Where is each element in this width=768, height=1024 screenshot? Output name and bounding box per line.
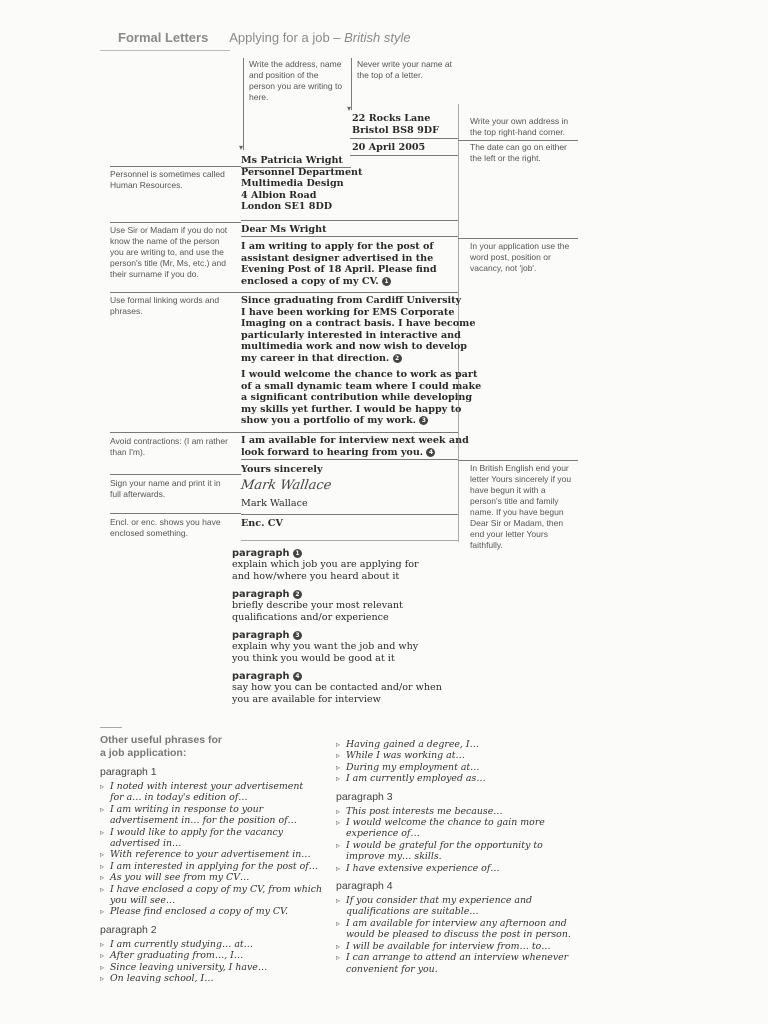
letter-line: Since graduating from Cardiff University [241, 295, 462, 306]
letter-line-text: enclosed a copy of my CV. [241, 275, 379, 287]
phrases-title-line: a job application: [100, 746, 187, 759]
rule-date [350, 155, 458, 156]
recipient-line: Ms Patricia Wright [241, 155, 343, 166]
callout-enclosed: Encl. or enc. shows you have enclosed something. [110, 517, 221, 538]
phrase-line: ▹ I have enclosed a copy of my CV, from which [110, 883, 323, 895]
rule-name [241, 514, 458, 515]
phrase-line: ▹ If you consider that my experience and [346, 895, 533, 907]
arrow-line-sender [351, 58, 352, 110]
guide-text: you are available for interview [232, 693, 381, 705]
sender-address-line: 22 Rocks Lane [352, 113, 431, 124]
callout-sir-madam: Use Sir or Madam if you do not know the name of the person you are writing to, and use the person's title (Mr, Ms, etc.) and their surname if you do. [110, 225, 228, 279]
rule-recipient [241, 220, 458, 221]
rule-linking [110, 292, 241, 293]
list-item [100, 827, 340, 850]
guide-item [232, 589, 472, 623]
phrase-line: convenient for you. [346, 963, 438, 975]
rule-contractions [110, 432, 241, 433]
guide-text: qualifications and/or experience [232, 611, 389, 623]
phrase-line: ▹ After graduating from…, I… [110, 950, 244, 962]
callout-own-address: Write your own address in the top right-hand corner. [470, 116, 569, 137]
page-subtitle: British style [344, 30, 411, 45]
rule-personnel [110, 166, 241, 167]
list-item [100, 872, 340, 883]
guide-text: briefly describe your most relevant [232, 600, 403, 611]
recipient-line: 4 Albion Road [241, 189, 317, 201]
callout-never-name: Never write your name at the top of a letter. [357, 59, 452, 80]
list-item [336, 762, 576, 773]
list-item [336, 806, 576, 817]
guide-heading [232, 671, 472, 682]
phrases-heading-p4: paragraph 4 [336, 880, 393, 893]
phrases-list-p3 [336, 806, 576, 874]
guide-heading [232, 589, 472, 600]
letter-paragraph-3 [241, 369, 481, 427]
phrase-line: ▹ With reference to your advertisement in… [110, 849, 311, 861]
list-item [336, 739, 576, 750]
list-item [336, 918, 576, 941]
phrase-line: advertised in… [110, 838, 182, 850]
list-item [100, 804, 340, 827]
phrase-line: ▹ I will be available for interview from… to… [346, 940, 551, 952]
paragraph-number-badge: 3 [419, 416, 428, 425]
list-item [336, 895, 576, 918]
letter-paragraph-2 [241, 295, 475, 365]
phrase-line: ▹ I am writing in response to your [110, 803, 264, 815]
rule-p4 [241, 459, 458, 460]
sender-address-line: Bristol BS8 9DF [352, 124, 439, 136]
list-item [336, 817, 576, 840]
arrow-line-recipient [243, 58, 244, 150]
paragraph-number-badge: 1 [293, 549, 302, 558]
guide-label: paragraph [232, 671, 290, 682]
letter-line: particularly interested in interactive and [241, 329, 461, 341]
list-item [336, 840, 576, 863]
rule-post-note [458, 238, 578, 239]
letter-line: I have been working for EMS Corporate [241, 306, 455, 318]
list-item [336, 863, 576, 874]
guide-item [232, 630, 472, 664]
letter-paragraph-1 [241, 241, 437, 287]
list-item [100, 861, 340, 872]
phrase-line: ▹ Please find enclosed a copy of my CV. [110, 906, 289, 918]
letter-line: multimedia work and now wish to develop [241, 341, 467, 353]
rule-sir-madam [110, 222, 241, 223]
phrase-line: ▹ Having gained a degree, I… [346, 739, 479, 750]
rule-encl [110, 513, 241, 514]
letter-date: 20 April 2005 [352, 142, 426, 153]
letter-line [241, 415, 481, 427]
callout-sign-print: Sign your name and print it in full afterwards. [110, 478, 221, 499]
list-item [100, 973, 340, 984]
letter-line-text: show you a portfolio of my work. [241, 415, 416, 427]
callout-contractions: Avoid contractions: (I am rather than I'm). [110, 436, 228, 457]
letter-line: a significant contribution while developing [241, 392, 473, 404]
phrase-line: ▹ On leaving school, I… [110, 973, 214, 985]
phrase-line: ▹ As you will see from my CV… [110, 872, 250, 884]
phrase-line: would be pleased to discuss the post in person. [346, 929, 571, 941]
phrases-heading-p1: paragraph 1 [100, 766, 157, 778]
phrases-title [100, 734, 340, 759]
guide-item [232, 671, 472, 705]
phrase-line: ▹ I would welcome the chance to gain more [346, 817, 545, 829]
phrase-line: ▹ During my employment at… [346, 761, 480, 773]
phrase-line: advertisement in… for the position of… [110, 815, 297, 827]
callout-date: The date can go on either the left or the right. [470, 142, 567, 163]
phrases-heading-p3: paragraph 3 [336, 790, 393, 803]
letter-line [241, 447, 469, 459]
callout-ending: In British English end your letter Yours sincerely if you have begun it with a person's title and family name. If you have begun Dear Sir or Madam, then end your letter Yours faithfully. [470, 463, 572, 550]
printed-name: Mark Wallace [241, 498, 308, 509]
page-title: Applying for a job – [229, 30, 341, 45]
rule-salutation [241, 236, 458, 237]
rule-address-note [458, 140, 578, 141]
paragraph-number-badge: 3 [293, 631, 302, 640]
rule-letter-bottom [241, 540, 458, 541]
letter-line: assistant designer advertised in the [241, 252, 434, 264]
page-header [118, 30, 411, 45]
phrases-heading-p2: paragraph 2 [100, 923, 157, 936]
guide-label: paragraph [232, 630, 290, 641]
list-item [336, 952, 576, 975]
phrase-line: ▹ I would like to apply for the vacancy [110, 826, 284, 838]
salutation: Dear Ms Wright [241, 224, 327, 235]
guide-text: and how/where you heard about it [232, 570, 400, 582]
guide-text: explain why you want the job and why [232, 641, 419, 652]
sender-address [352, 113, 439, 136]
closing: Yours sincerely [241, 464, 323, 475]
phrase-line: ▹ I am currently studying… at… [110, 938, 254, 950]
letter-line [241, 353, 475, 365]
letter-line: I am available for interview next week and [241, 435, 469, 446]
letter-line [241, 276, 437, 288]
divider [100, 727, 122, 728]
phrase-line: ▹ I would be grateful for the opportunity to [346, 839, 543, 851]
phrase-line: ▹ I am interested in applying for the post of… [110, 860, 319, 872]
list-item [100, 939, 340, 950]
list-item [100, 781, 340, 804]
arrow-down-icon: ▾ [347, 104, 352, 113]
recipient-line: London SE1 8DD [241, 201, 333, 213]
rule-p1 [241, 292, 458, 293]
phrases-list-p2 [100, 939, 340, 985]
section-title: Formal Letters [118, 30, 209, 45]
letter-line: my skills yet further. I would be happy to [241, 403, 462, 415]
list-item [100, 884, 340, 907]
list-item [100, 906, 340, 917]
letter-line: of a small dynamic team where I could make [241, 380, 482, 392]
guide-heading [232, 548, 472, 559]
rule-p3 [241, 432, 458, 433]
letter-line: Imaging on a contract basis. I have become [241, 318, 476, 330]
phrase-line: experience of… [346, 828, 420, 840]
guide-text: you think you would be good at it [232, 652, 395, 664]
signature: Mark Wallace [239, 478, 333, 493]
paragraph-number-badge: 2 [293, 590, 302, 599]
list-item [100, 950, 340, 961]
enclosure: Enc. CV [241, 518, 283, 529]
phrase-line: ▹ While I was working at… [346, 750, 465, 762]
letter-paragraph-4 [241, 435, 469, 458]
phrase-line: ▹ I am available for interview any afternoon and [346, 917, 567, 929]
guide-label: paragraph [232, 589, 290, 600]
phrases-list-p1 [100, 781, 340, 918]
callout-recipient-address: Write the address, name and position of the person you are writing to here. [249, 59, 343, 102]
list-item [336, 750, 576, 761]
callout-linking: Use formal linking words and phrases. [110, 295, 220, 316]
arrow-down-icon: ▾ [239, 143, 244, 152]
phrase-line: ▹ This post interests me because… [346, 805, 503, 817]
phrase-line: for a… in today's edition of… [110, 792, 248, 804]
letter-line: Evening Post of 18 April. Please find [241, 264, 437, 276]
list-item [100, 849, 340, 860]
paragraph-number-badge: 2 [393, 354, 402, 363]
letter-line: I am writing to apply for the post of [241, 241, 434, 252]
phrase-line: ▹ Since leaving university, I have… [110, 961, 268, 973]
phrase-line: ▹ I am currently employed as… [346, 773, 486, 785]
rule-address [350, 138, 458, 139]
callout-post-word: In your application use the word post, position or vacancy, not 'job'. [470, 241, 570, 273]
recipient-block [241, 155, 362, 213]
callout-personnel: Personnel is sometimes called Human Resources. [110, 169, 225, 190]
phrase-line: ▹ I can arrange to attend an interview whenever [346, 952, 569, 964]
letter-line-text: look forward to hearing from you. [241, 446, 424, 458]
letter-line-text: my career in that direction. [241, 352, 390, 364]
list-item [336, 941, 576, 952]
phrase-line: ▹ I have extensive experience of… [346, 862, 500, 874]
rule-ending-note [458, 460, 578, 461]
paragraph-number-badge: 4 [293, 672, 302, 681]
phrase-line: improve my… skills. [346, 851, 442, 863]
letter-line: I would welcome the chance to work as part [241, 369, 478, 380]
list-item [336, 773, 576, 784]
recipient-line: Multimedia Design [241, 178, 344, 190]
divider [100, 50, 230, 51]
phrases-title-line: Other useful phrases for [100, 734, 222, 746]
phrases-left-column [100, 727, 340, 985]
guide-text: say how you can be contacted and/or when [232, 682, 442, 693]
guide-label: paragraph [232, 548, 290, 559]
guide-item [232, 548, 472, 582]
rule-sign [110, 474, 241, 475]
phrases-list-p2-continued [336, 739, 576, 785]
paragraph-number-badge: 4 [426, 448, 435, 457]
phrase-line: ▹ I noted with interest your advertisement [110, 781, 304, 792]
paragraph-number-badge: 1 [382, 277, 391, 286]
guide-heading [232, 630, 472, 641]
guide-text: explain which job you are applying for [232, 559, 419, 570]
phrase-line: you will see… [110, 895, 176, 907]
phrase-line: qualifications are suitable… [346, 906, 479, 918]
paragraph-guide [232, 548, 472, 705]
phrases-list-p4 [336, 895, 576, 975]
phrases-right-column [336, 739, 576, 975]
list-item [100, 962, 340, 973]
recipient-line: Personnel Department [241, 166, 363, 178]
